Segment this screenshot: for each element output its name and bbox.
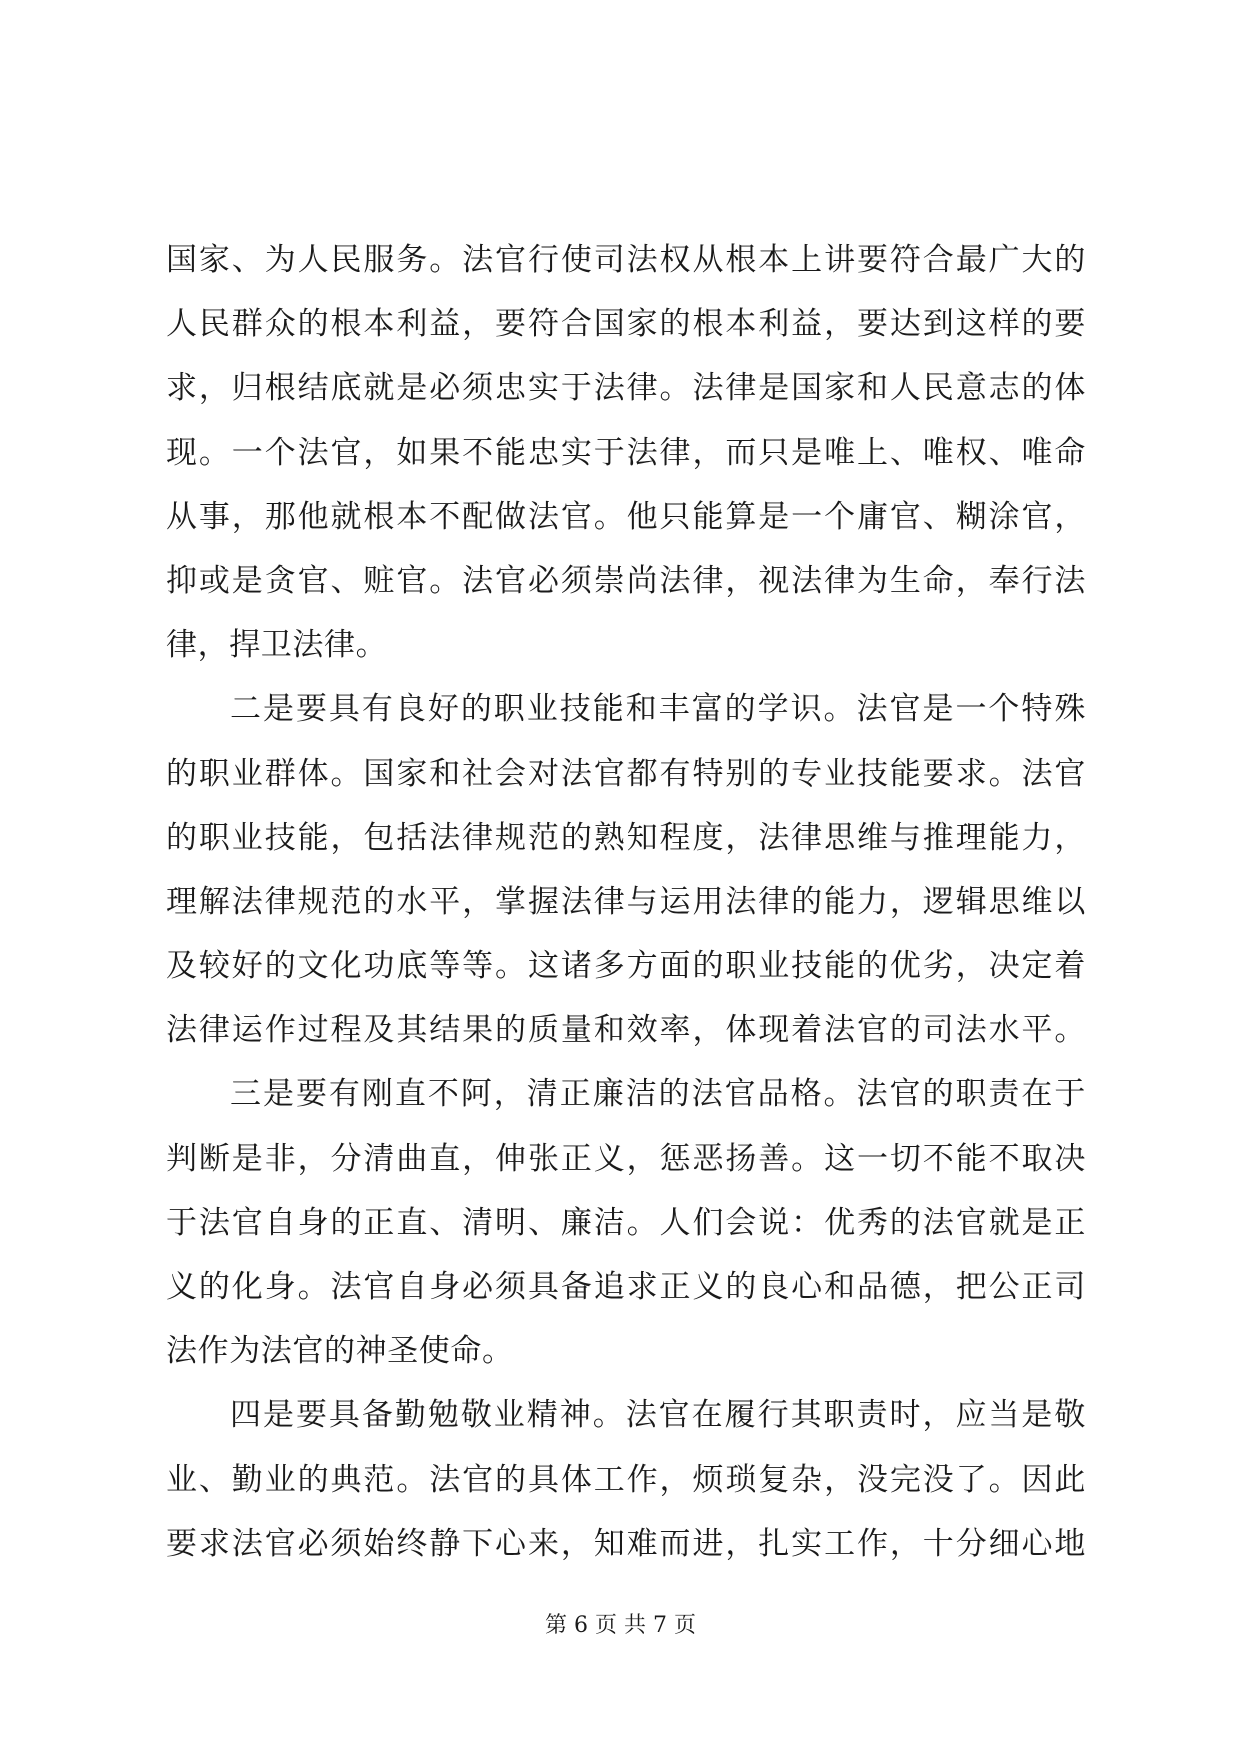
text-line: 理解法律规范的水平，掌握法律与运用法律的能力，逻辑思维以 (166, 883, 1086, 920)
page-number-footer: 第 6 页 共 7 页 (545, 1613, 696, 1638)
text-line: 法作为法官的神圣使命。 (166, 1333, 514, 1370)
text-line: 求，归根结底就是必须忠实于法律。法律是国家和人民意志的体 (166, 370, 1086, 407)
body-text (166, 228, 1086, 1576)
paragraph-start-line: 三是要有刚直不阿，清正廉洁的法官品格。法官的职责在于 (230, 1076, 1086, 1113)
text-line: 现。一个法官，如果不能忠实于法律，而只是唯上、唯权、唯命 (166, 434, 1086, 471)
paragraph-start-line: 二是要具有良好的职业技能和丰富的学识。法官是一个特殊 (230, 691, 1086, 728)
text-line: 要求法官必须始终静下心来，知难而进，扎实工作，十分细心地 (166, 1525, 1086, 1562)
text-line: 从事，那他就根本不配做法官。他只能算是一个庸官、糊涂官， (166, 498, 1086, 535)
text-line: 于法官自身的正直、清明、廉洁。人们会说：优秀的法官就是正 (166, 1204, 1086, 1241)
text-line: 义的化身。法官自身必须具备追求正义的良心和品德，把公正司 (166, 1269, 1086, 1305)
text-line: 法律运作过程及其结果的质量和效率，体现着法官的司法水平。 (166, 1012, 1086, 1049)
text-line: 国家、为人民服务。法官行使司法权从根本上讲要符合最广大的 (166, 242, 1086, 278)
text-line: 判断是非，分清曲直，伸张正义，惩恶扬善。这一切不能不取决 (166, 1140, 1086, 1177)
text-line: 业、勤业的典范。法官的具体工作，烦琐复杂，没完没了。因此 (166, 1461, 1086, 1498)
text-line: 律，捍卫法律。 (166, 627, 388, 664)
text-line: 的职业群体。国家和社会对法官都有特别的专业技能要求。法官 (166, 755, 1086, 792)
text-line: 抑或是贪官、赃官。法官必须崇尚法律，视法律为生命，奉行法 (166, 562, 1086, 599)
text-line: 人民群众的根本利益，要符合国家的根本利益，要达到这样的要 (166, 306, 1086, 343)
text-line: 及较好的文化功底等等。这诸多方面的职业技能的优劣，决定着 (166, 948, 1086, 985)
text-line: 的职业技能，包括法律规范的熟知程度，法律思维与推理能力， (166, 819, 1086, 856)
paragraph-start-line: 四是要具备勤勉敬业精神。法官在履行其职责时，应当是敬 (230, 1397, 1086, 1434)
